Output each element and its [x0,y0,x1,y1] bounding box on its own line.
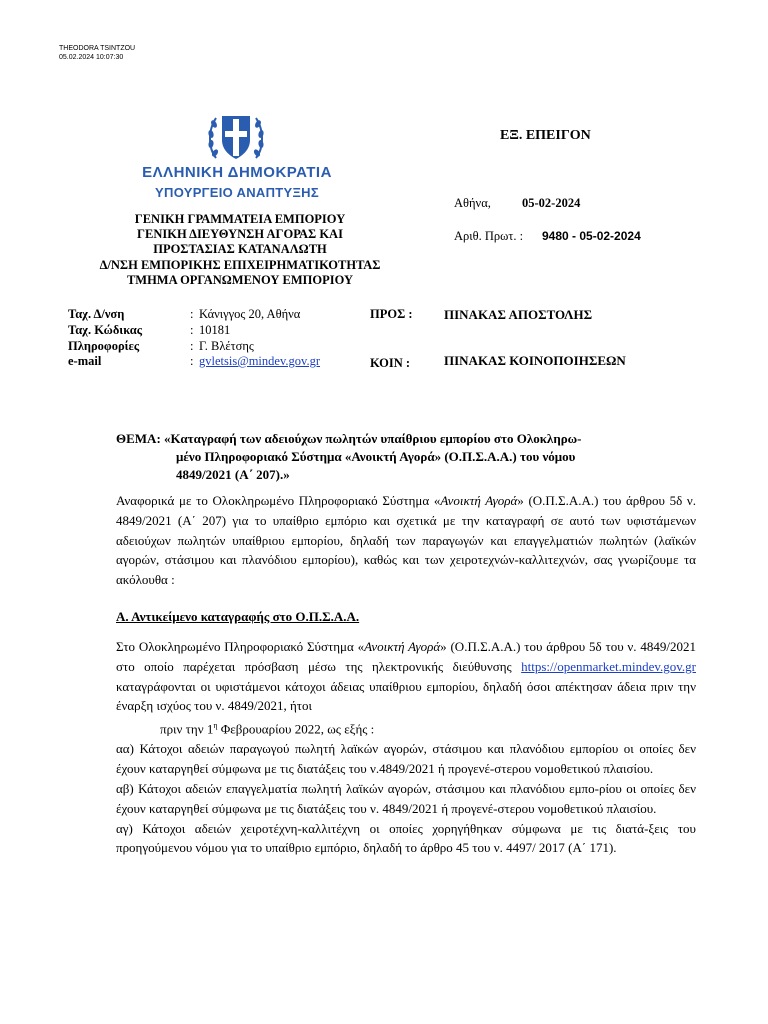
contact-postcode: 10181 [199,323,231,337]
signature-datetime: 05.02.2024 10:07:30 [59,54,124,61]
intro-paragraph [116,491,696,590]
contact-address: Κάνιγγος 20, Αθήνα [199,307,301,321]
contact-label: Πληροφορίες [68,339,140,353]
list-item: αβ) Κάτοχοι αδειών επαγγελματία πωλητή λαϊκών αγορών, στάσιμου και πλανόδιου εμπο-ρίου οι οποίες δεν έχουν καταργηθεί σύμφωνα με τις διατάξεις του ν. 4849/2021 ή προγενέ-στερου νομοθετικού πλαισίου. [116,780,696,816]
intro-italic: Ανοικτή Αγορά [440,493,518,508]
subject-line: ΘΕΜΑ: «Καταγραφή των αδειούχων πωλητών υπαίθριου εμπορίου στο Ολοκληρω- [116,431,582,446]
place-label: Αθήνα, [454,196,491,210]
paragraph-text: πριν την 1 [160,721,214,737]
paragraph-text: Φεβρουαρίου 2022, ως εξής : [217,721,375,737]
org-line: Δ/ΝΣΗ ΕΜΠΟΡΙΚΗΣ ΕΠΙΧΕΙΡΗΜΑΤΙΚΟΤΗΤΑΣ [99,258,381,272]
superscript: η [213,721,218,731]
list-item: αα) Κάτοχοι αδειών παραγωγού πωλητή λαϊκών αγορών, στάσιμου και πλανόδιου εμπορίου οι οποίες δεν έχουν καταργηθεί σύμφωνα με τις διατάξεις του ν.4849/2021 ή προγενέ-στερου νομοθετικού πλαισίου. [116,741,696,777]
openmarket-link[interactable]: https://openmarket.mindev.gov.gr [521,658,696,674]
signature-name: THEODORA TSINTZOU [59,45,136,52]
country-name: ΕΛΛΗΝΙΚΗ ΔΗΜΟΚΡΑΤΙΑ [142,164,332,181]
paragraph-text: » (Ο.Π.Σ.Α.Α.) του άρθρου 5δ του ν. 4849/2021 στο οποίο παρέχεται πρόσβαση μέσω της ηλεκτρονικής διεύθυνσης [116,639,696,674]
document-date: 05-02-2024 [522,196,581,210]
org-line: ΤΜΗΜΑ ΟΡΓΑΝΩΜΕΝΟΥ ΕΜΠΟΡΙΟΥ [126,273,354,287]
ministry-name: ΥΠΟΥΡΓΕΙΟ ΑΝΑΠΤΥΞΗΣ [155,185,319,200]
section-a-paragraph [116,637,696,858]
subject-line: μένο Πληροφοριακό Σύστημα «Ανοικτή Αγορά» (Ο.Π.Σ.Α.Α.) του νόμου [176,449,576,464]
paragraph-italic: Ανοικτή Αγορά [364,639,441,654]
paragraph-text: Στο Ολοκληρωμένο Πληροφοριακό Σύστημα « [116,639,365,654]
protocol-label: Αριθ. Πρωτ. : [454,229,524,243]
contact-label: Ταχ. Δ/νση [68,307,125,321]
protocol-number: 9480 - 05-02-2024 [542,229,641,243]
subject-line: 4849/2021 (Α΄ 207).» [176,467,290,482]
cc-label: ΚΟΙΝ : [370,356,411,370]
contact-separator: : [190,354,194,368]
list-item: αγ) Κάτοχοι αδειών χειροτέχνη-καλλιτέχνη οι οποίες χορηγήθηκαν σύμφωνα με τις διατά-ξεις του προηγούμενου νόμου για το υπαίθριο εμπόριο, δηλαδή το άρθρο 45 του ν. 4497/ 2017 (Α΄ 171). [116,820,696,856]
contact-person: Γ. Βλέτσης [199,339,254,353]
paragraph-text: καταγράφονται οι υφιστάμενοι κάτοχοι άδειας υπαίθριου εμπορίου, δηλαδή όσοι απέκτησαν άδεια πριν την έναρξη ισχύος του ν. 4849/2021, ήτοι [116,678,696,714]
digital-signature [59,44,135,62]
contact-separator: : [190,307,194,321]
contact-separator: : [190,339,194,353]
to-label: ΠΡΟΣ : [370,307,413,321]
intro-text: Αναφορικά με το Ολοκληρωμένο Πληροφοριακό Σύστημα « [116,493,441,508]
to-value: ΠΙΝΑΚΑΣ ΑΠΟΣΤΟΛΗΣ [444,307,593,322]
section-a-heading: Α. Αντικείμενο καταγραφής στο Ο.Π.Σ.Α.Α. [116,609,360,624]
intro-text: » (Ο.Π.Σ.Α.Α.) του άρθρου 5δ ν. 4849/2021 (Α΄ 207) για το υπαίθριο εμπόριο και σχετικά με την καταγραφή σε αυτό των υφιστάμενων αδειούχων πωλητών υπαίθριου εμπορίου, δηλαδή των παραγωγών και επαγγελματιών πωλητών (λαϊκών αγορών, στάσιμου και πλανόδιου εμπορίου), καθώς και των χειροτεχνών-καλλιτεχνών, σας γνωρίζουμε τα ακόλουθα : [116,493,697,588]
contact-label: Ταχ. Κώδικας [68,323,143,337]
contact-email-link[interactable]: gvletsis@mindev.gov.gr [199,354,320,368]
org-line: ΓΕΝΙΚΗ ΔΙΕΥΘΥΝΣΗ ΑΓΟΡΑΣ ΚΑΙ [137,227,343,241]
urgency-label: ΕΞ. ΕΠΕΙΓΟΝ [500,128,591,143]
org-line: ΓΕΝΙΚΗ ΓΡΑΜΜΑΤΕΙΑ ΕΜΠΟΡΙΟΥ [134,212,346,226]
greek-coat-of-arms-icon [206,110,266,164]
cc-value: ΠΙΝΑΚΑΣ ΚΟΙΝΟΠΟΙΗΣΕΩΝ [444,353,626,368]
org-line: ΠΡΟΣΤΑΣΙΑΣ ΚΑΤΑΝΑΛΩΤΗ [153,242,327,256]
contact-separator: : [190,323,194,337]
contact-label: e-mail [68,354,102,368]
subject [116,430,676,484]
